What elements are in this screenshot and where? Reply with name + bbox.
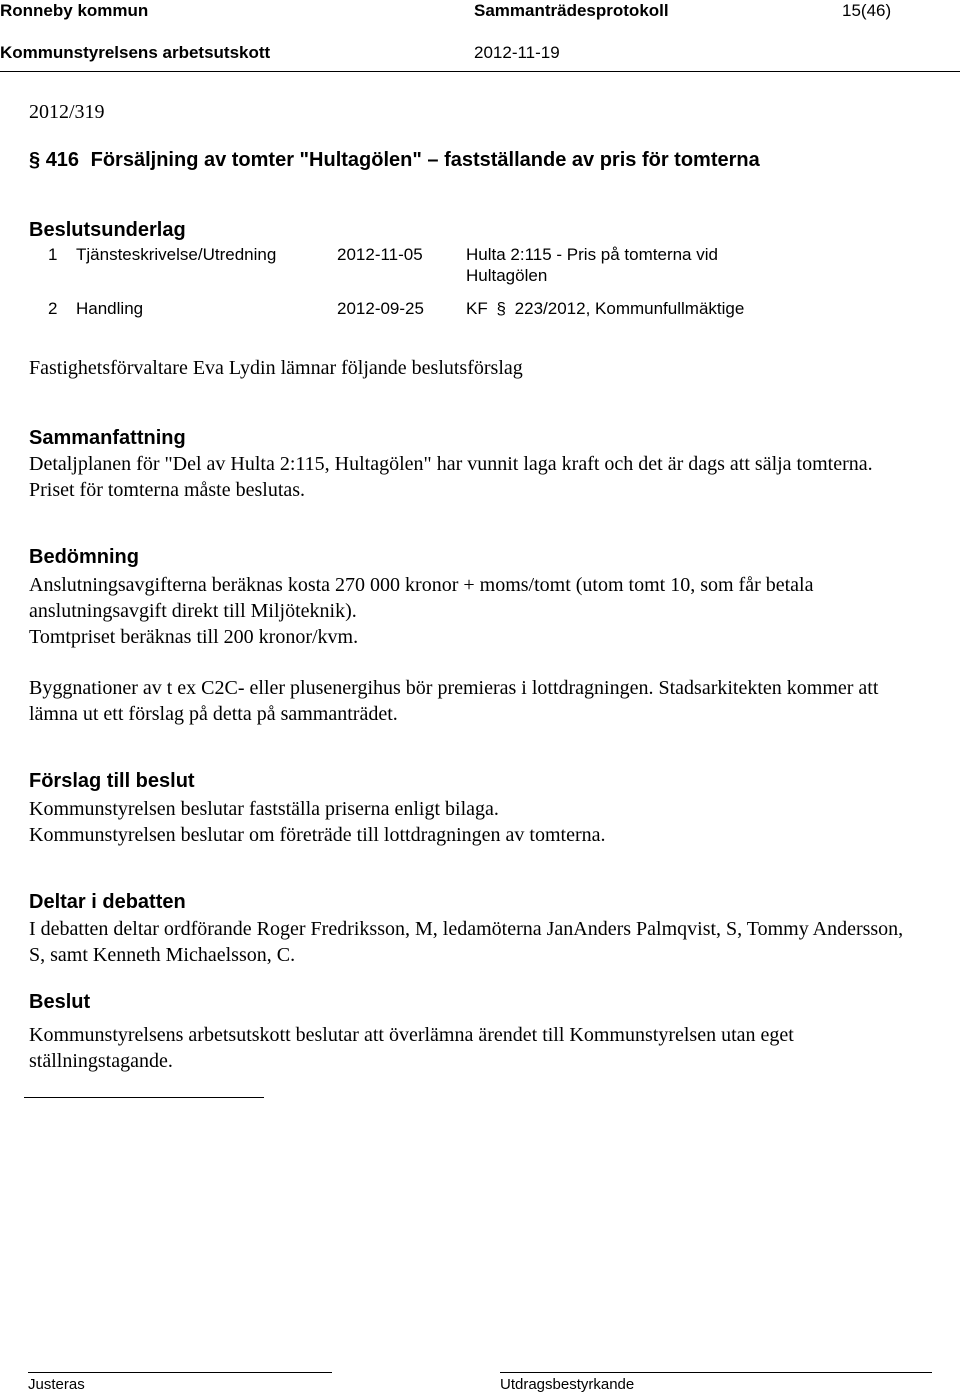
document-type: Sammanträdesprotokoll [474, 1, 669, 20]
debatt-heading: Deltar i debatten [29, 891, 186, 913]
page-number: 15(46) [842, 1, 892, 20]
attachment-type: Tjänsteskrivelse/Utredning [76, 245, 277, 264]
beslutsunderlag-heading: Beslutsunderlag [29, 219, 186, 241]
section-sign-icon: § [496, 299, 506, 318]
bedomning-heading: Bedömning [29, 546, 139, 568]
bedomning-text-2: Tomtpriset beräknas till 200 kronor/kvm. [29, 626, 359, 648]
committee-name: Kommunstyrelsens arbetsutskott [0, 43, 271, 62]
footer-line-left [28, 1372, 332, 1373]
attachment-desc [466, 299, 744, 319]
debatt-text: I debatten deltar ordförande Roger Fredriksson, M, ledamöterna JanAnders Palmqvist, S, Tommy Andersson, S, samt Kenneth Michaelsson, C. [29, 918, 904, 966]
attachment-num: 2 [48, 299, 58, 318]
footer-line-right [500, 1372, 932, 1373]
footer-utdragsbestyrkande: Utdragsbestyrkande [500, 1376, 635, 1393]
case-number: 2012/319 [29, 101, 105, 123]
attachment-desc-text: 223/2012, Kommunfullmäktige [514, 299, 745, 318]
paragraph-title-text: Försäljning av tomter "Hultagölen" – fastställande av pris för tomterna [90, 149, 760, 171]
attachment-desc-cont: Hultagölen [466, 266, 548, 285]
attachment-desc: Hulta 2:115 - Pris på tomterna vid [466, 245, 718, 264]
beslut-text: Kommunstyrelsens arbetsutskott beslutar att överlämna ärendet till Kommunstyrelsen utan eget ställningstagande. [29, 1024, 794, 1072]
attachment-desc-prefix: KF [466, 299, 488, 318]
bedomning-text-3: Byggnationer av t ex C2C- eller plusenergihus bör premieras i lottdragningen. Stadsarkitekten kommer att lämna ut ett förslag på detta på sammanträdet. [29, 677, 879, 725]
section-sign-icon: § [29, 149, 41, 171]
attachment-date: 2012-11-05 [337, 245, 423, 264]
forslag-text-2: Kommunstyrelsen beslutar om företräde till lottdragningen av tomterna. [29, 824, 606, 846]
paragraph-number: 416 [45, 149, 80, 171]
forslag-text-1: Kommunstyrelsen beslutar fastställa priserna enligt bilaga. [29, 798, 499, 820]
header-divider [0, 71, 960, 72]
beslut-heading: Beslut [29, 991, 91, 1013]
footer-justeras: Justeras [28, 1376, 85, 1393]
intro-text: Fastighetsförvaltare Eva Lydin lämnar följande beslutsförslag [29, 357, 523, 379]
municipality-name: Ronneby kommun [0, 1, 149, 20]
end-line [24, 1097, 264, 1098]
bedomning-text-1: Anslutningsavgifterna beräknas kosta 270 000 kronor + moms/tomt (utom tomt 10, som får betala anslutningsavgift direkt till Miljöteknik). [29, 574, 814, 622]
attachment-num: 1 [48, 245, 58, 264]
attachment-date: 2012-09-25 [337, 299, 424, 318]
attachment-type: Handling [76, 299, 144, 318]
forslag-heading: Förslag till beslut [29, 770, 195, 792]
sammanfattning-text: Detaljplanen för "Del av Hulta 2:115, Hultagölen" har vunnit laga kraft och det är dags att sälja tomterna. Priset för tomterna måste beslutas. [29, 453, 873, 501]
meeting-date: 2012-11-19 [474, 43, 560, 62]
sammanfattning-heading: Sammanfattning [29, 427, 186, 449]
paragraph-title [29, 149, 760, 172]
